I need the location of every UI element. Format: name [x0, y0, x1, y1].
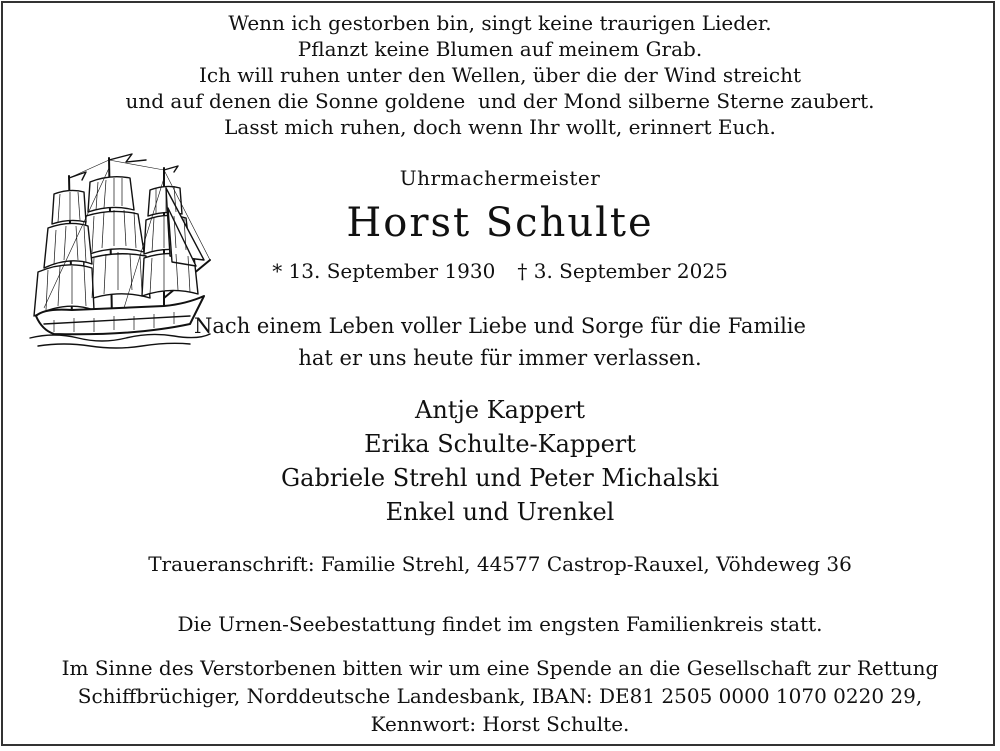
poem-line-1: Wenn ich gestorben bin, singt keine traurigen Lieder. [228, 11, 772, 35]
birth-date: * 13. September 1930 [272, 259, 496, 283]
mourner-1: Antje Kappert [415, 396, 585, 424]
donation-line-1: Im Sinne des Verstorbenen bitten wir um eine Spende an die Gesellschaft zur Rettung [61, 656, 939, 680]
death-date: † 3. September 2025 [517, 259, 728, 283]
poem-line-3: Ich will ruhen unter den Wellen, über die der Wind streicht [198, 63, 802, 87]
donation-line-2: Schiffbrüchiger, Norddeutsche Landesbank, IBAN: DE81 2505 0000 1070 0220 29, [77, 684, 923, 708]
mourner-4: Enkel und Urenkel [385, 498, 615, 526]
mourner-3: Gabriele Strehl und Peter Michalski [280, 464, 720, 492]
deceased-name: Horst Schulte [346, 200, 654, 246]
life-dates [0, 259, 1000, 283]
poem-line-4: und auf denen die Sonne goldene und der Mond silberne Sterne zaubert. [125, 89, 875, 113]
burial-note: Die Urnen-Seebestattung findet im engsten Familienkreis statt. [177, 612, 823, 636]
deceased-title: Uhrmachermeister [399, 166, 601, 190]
mourner-2: Erika Schulte-Kappert [364, 430, 636, 458]
donation-line-3: Kennwort: Horst Schulte. [370, 712, 630, 736]
poem-line-2: Pflanzt keine Blumen auf meinem Grab. [297, 37, 703, 61]
message-line-2: hat er uns heute für immer verlassen. [298, 346, 702, 370]
message-line-1: Nach einem Leben voller Liebe und Sorge für die Familie [194, 314, 806, 338]
poem-line-5: Lasst mich ruhen, doch wenn Ihr wollt, erinnert Euch. [224, 115, 776, 139]
mourning-address: Traueranschrift: Familie Strehl, 44577 Castrop-Rauxel, Vöhdeweg 36 [148, 552, 852, 576]
